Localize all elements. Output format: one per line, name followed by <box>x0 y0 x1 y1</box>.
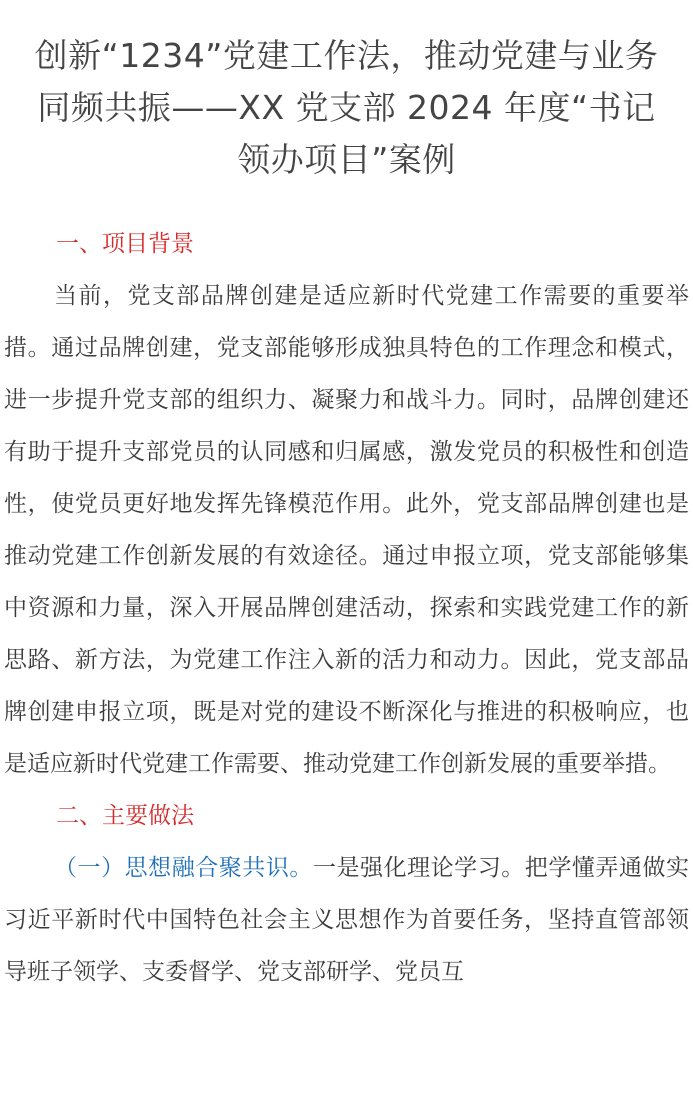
section-heading-main-practices: 二、主要做法 <box>56 803 194 829</box>
background-paragraph: 当前，党支部品牌创建是适应新时代党建工作需要的重要举措。通过品牌创建，党支部能够形成独具特色的工作理念和模式，进一步提升党支部的组织力、凝聚力和战斗力。同时，品牌创建还有助于提升支部党员的认同感和归属感，激发党员的积极性和创造性，使党员更好地发挥先锋模范作用。此外，党支部品牌创建也是推动党建工作创新发展的有效途径。通过申报立项，党支部能够集中资源和力量，深入开展品牌创建活动，探索和实践党建工作的新思路、新方法，为党建工作注入新的活力和动力。因此，党支部品牌创建申报立项，既是对党的建设不断深化与推进的积极响应，也是适应新时代党建工作需要、推动党建工作创新发展的重要举措。 <box>4 283 689 777</box>
section-heading-background: 一、项目背景 <box>56 231 194 257</box>
title-line-3: 领办项目”案例 <box>237 140 456 179</box>
main-practices-text: 一是强化理论学习。把学懂弄通做实习近平新时代中国特色社会主义思想作为首要任务，坚持直管部领导班子领学、支委督学、党支部研学、党员互 <box>4 855 690 985</box>
document-title <box>4 30 689 186</box>
main-practices-paragraph <box>4 842 689 998</box>
sub-heading-ideological-integration: （一）思想融合聚共识。 <box>54 855 313 881</box>
title-line-1: 创新“1234”党建工作法，推动党建与业务 <box>34 36 659 75</box>
title-line-2: 同频共振——XX 党支部 2024 年度“书记 <box>37 88 656 127</box>
